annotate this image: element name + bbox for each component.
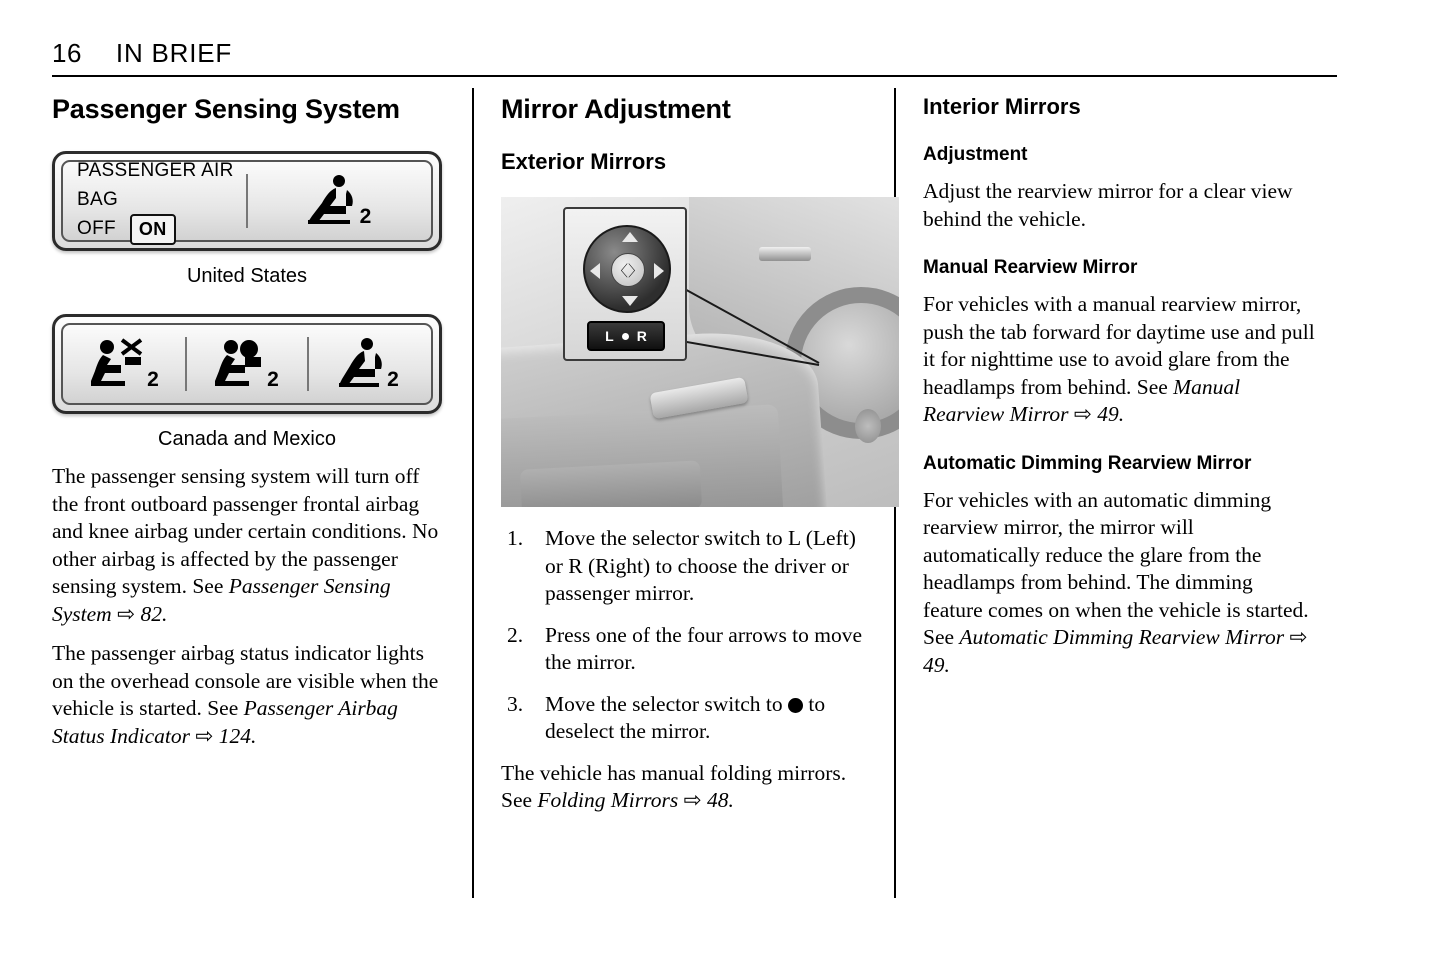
section-heading-mirror-adjustment: Mirror Adjustment (501, 94, 731, 124)
page-title: IN BRIEF (115, 38, 233, 68)
psp2-arrow: ⇨ (195, 723, 214, 748)
callout-leader-line (681, 275, 821, 367)
step-item (501, 691, 864, 746)
automatic-dimming-period: . (944, 652, 950, 677)
folding-period: . (728, 788, 734, 813)
air-vent-shape (759, 247, 811, 261)
step-text: Move the selector switch to L (Left) or R (Right) to choose the driver or passenger mirror. (545, 526, 856, 606)
passenger-airbag-off-icon (306, 172, 358, 231)
subheading-adjustment: Adjustment (923, 144, 1028, 165)
manual-rearview-paragraph (923, 291, 1316, 429)
mirror-lr-selector-switch[interactable] (587, 321, 665, 351)
step3-text-before: Move the selector switch to (545, 691, 789, 716)
us-label-line2-row (77, 214, 234, 245)
interior-adjustment-paragraph: Adjust the rearview mirror for a clear view behind the vehicle. (923, 179, 1293, 231)
lr-label-right: R (636, 328, 647, 345)
column-mirror-adjustment (474, 88, 894, 908)
step3-text-after: to deselect the mirror. (545, 691, 826, 744)
subheading-manual-rearview-mirror: Manual Rearview Mirror (923, 257, 1138, 279)
folding-arrow: ⇨ (683, 788, 702, 813)
psp1-page: 82 (140, 601, 162, 626)
section-heading-interior-mirrors: Interior Mirrors (923, 94, 1081, 119)
content-columns (52, 88, 1337, 908)
manual-rearview-page: 49 (1097, 402, 1119, 427)
passenger-sensing-paragraph-1 (52, 463, 442, 628)
ca-label-divider-2 (307, 337, 309, 391)
mirror-control-callout (563, 207, 687, 361)
airbag-off-crossed-icon (91, 335, 145, 394)
folding-reference: Folding Mirrors (537, 788, 679, 813)
exterior-mirror-control-photo (501, 197, 899, 507)
speaker-shape (855, 409, 881, 443)
label-divider (246, 174, 248, 228)
us-label-caption: United States (186, 265, 308, 288)
step-number: 2. (507, 622, 524, 647)
manual-rearview-arrow: ⇨ (1073, 402, 1092, 427)
us-label-line1: PASSENGER AIR BAG (77, 160, 234, 210)
section-heading-passenger-sensing: Passenger Sensing System (52, 94, 400, 124)
column-passenger-sensing (52, 88, 472, 908)
passenger-sensing-paragraph-2 (52, 640, 442, 750)
automatic-dimming-text: For vehicles with an automatic dimming rearview mirror, the mirror will automatically reduce the glare from the headlamps from behind. The dimming feature comes on when the vehicle is started. See (923, 487, 1309, 650)
folding-mirrors-paragraph (501, 760, 864, 815)
psp1-period: . (161, 601, 168, 626)
step-text (545, 691, 864, 746)
psp1-reference: Passenger Sensing System (52, 574, 391, 626)
airbag-on-icon (215, 335, 265, 394)
deselect-dot-icon (788, 698, 803, 713)
folding-text: The vehicle has manual folding mirrors. See (501, 760, 847, 813)
mirror-direction-pad[interactable] (583, 225, 671, 313)
psp2-period: . (250, 723, 257, 748)
step-number: 1. (507, 526, 524, 551)
manual-rearview-reference: Manual Rearview Mirror (923, 374, 1241, 427)
child-seat-icon-cell (321, 335, 417, 394)
ca-icon2-suffix: 2 (267, 367, 279, 391)
manual-rearview-period: . (1118, 402, 1125, 427)
airbag-on-icon-cell (199, 335, 295, 394)
automatic-dimming-arrow: ⇨ (1289, 625, 1308, 650)
step-item (501, 525, 864, 608)
airbag-off-icon-cell (260, 172, 417, 231)
child-seat-airbag-icon (339, 335, 385, 394)
column-interior-mirrors (896, 88, 1316, 908)
psp2-text: The passenger airbag status indicator lights on the overhead console are visible when the vehicle is started. See (52, 641, 439, 721)
lr-center-dot-icon (622, 333, 629, 340)
step-item (501, 622, 864, 677)
lr-label-left: L (605, 328, 614, 345)
us-label-line2: OFF (77, 218, 116, 240)
us-label-on-badge: ON (130, 214, 176, 245)
step-text: Press one of the four arrows to move the mirror. (545, 622, 863, 675)
step-number: 3. (507, 691, 524, 716)
mirror-right-arrow-icon[interactable] (654, 263, 664, 279)
subheading-automatic-dimming-rearview-mirror: Automatic Dimming Rearview Mirror (923, 452, 1252, 474)
automatic-dimming-reference: Automatic Dimming Rearview Mirror (959, 625, 1285, 650)
folding-page: 48 (706, 788, 729, 813)
page-header (52, 38, 1337, 77)
mirror-adjustment-steps (501, 525, 864, 746)
page-number: 16 (52, 38, 82, 68)
subheading-exterior-mirrors: Exterior Mirrors (501, 149, 667, 175)
airbag-off-crossed-icon-cell (77, 335, 173, 394)
automatic-dimming-page: 49 (923, 652, 945, 677)
us-label-text (77, 157, 234, 245)
canada-mexico-caption: Canada and Mexico (158, 428, 336, 451)
us-airbag-label (52, 151, 442, 251)
psp2-reference: Passenger Airbag Status Indicator (52, 696, 398, 748)
manual-rearview-text: For vehicles with a manual rearview mirror, push the tab forward for daytime use and pull it for nighttime use to avoid glare from the headlamps from behind. See (923, 292, 1315, 399)
automatic-dimming-paragraph (923, 487, 1316, 680)
ca-label-divider-1 (185, 337, 187, 391)
mirror-left-arrow-icon[interactable] (590, 263, 600, 279)
door-pocket-shape (520, 460, 702, 507)
ca-icon1-suffix: 2 (147, 367, 159, 391)
psp1-text: The passenger sensing system will turn off the front outboard passenger frontal airbag and knee airbag under certain conditions. No other airbag is affected by the passenger sensing system. See (52, 464, 439, 599)
mirror-center-icon[interactable]: 〈〉 (611, 253, 645, 287)
psp2-page: 124 (218, 723, 251, 748)
ca-icon3-suffix: 2 (387, 367, 399, 391)
canada-mexico-airbag-label (52, 314, 442, 414)
us-icon-suffix: 2 (359, 204, 372, 228)
mirror-down-arrow-icon[interactable] (622, 296, 638, 306)
psp1-arrow: ⇨ (117, 601, 136, 626)
mirror-up-arrow-icon[interactable] (622, 232, 638, 242)
